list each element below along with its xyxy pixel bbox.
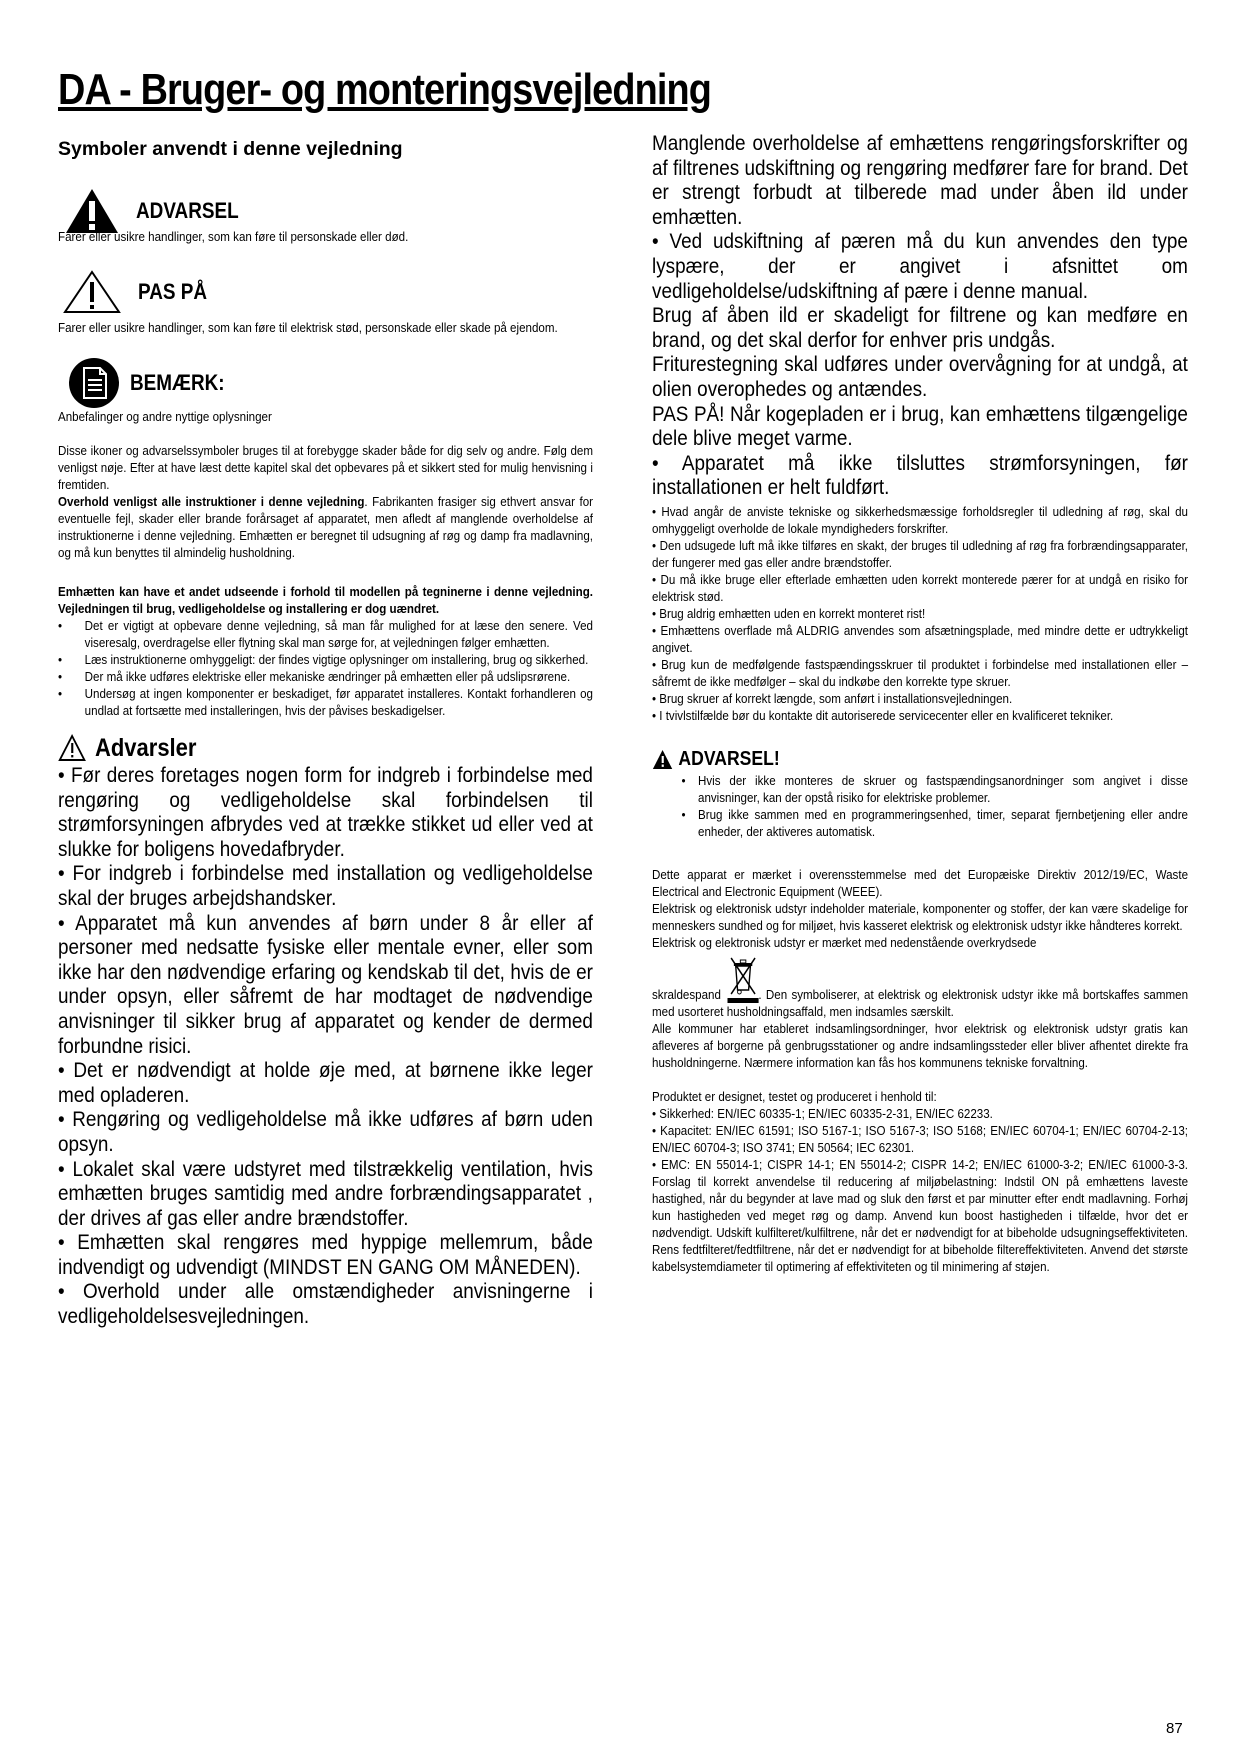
- bemaerk-symbol-row: [58, 355, 593, 411]
- right-big-paragraph: Manglende overholdelse af emhættens rengøringsforskrifter og af filtrenes udskiftning og rengøring medfører fare for brand. Det er strengt forbudt at tilberede mad under åben ild under emhætten.: [652, 132, 1188, 229]
- right-big-paragraph: Friturestegning skal udføres under overvågning for at undgå, at olien overophedes og antændes.: [652, 353, 1188, 401]
- weee-text-b: . Den symboliserer, at elektrisk og elektronisk udstyr ikke må bortskaffes sammen med usorteret husholdningsaffald, men indsamles særskilt.: [652, 987, 1189, 1019]
- page-number: 87: [1166, 1720, 1183, 1737]
- advarsler-paragraph: • For indgreb i forbindelse med installation og vedligeholdelse skal der bruges arbejdshandsker.: [58, 862, 593, 910]
- intro-paragraph: Disse ikoner og advarselssymboler bruges til at forebygge skader både for dig selv og andre. Følg dem venligst nøje. Efter at have læst dette kapitel skal det opbevares på et sikkert sted for mulig henvisning i fremtiden.: [58, 444, 594, 492]
- document-title: DA - Bruger- og monteringsvejledning: [58, 65, 711, 114]
- advarsel2-heading: ADVARSEL!: [678, 748, 780, 771]
- weee-paragraph: Elektrisk og elektronisk udstyr indeholder materiale, komponenter og stoffer, der kan være skadelige for menneskers sundhed og for miljøet, hvis kasseret elektrisk og elektronisk udstyr ikke håndteres korrekt.: [652, 901, 1189, 933]
- advarsler-paragraph: • Apparatet må kun anvendes af børn under 8 år eller af personer med nedsatte fysiske eller mentale evner, eller som ikke har den nødvendige erfaring og kendskab til det, hvis de er under opsyn, eller såfremt de har modtaget de nødvendige anvisninger til sikker brug af apparatet og kender de dermed forbundne risici.: [58, 911, 593, 1058]
- right-big-paragraph: • Ved udskiftning af pæren må du kun anvendes den type lyspære, der er angivet i afsnittet om vedligeholdelse/udskiftning af pære i denne manual.: [652, 230, 1188, 303]
- right-small-paragraph: • I tvivlstilfælde bør du kontakte dit autoriserede servicecenter eller en kvalificeret tekniker.: [652, 708, 1114, 723]
- right-big-paragraph: • Apparatet må ikke tilsluttes strømforsyningen, før installationen er helt fuldført.: [652, 451, 1188, 500]
- symbols-heading: Symboler anvendt i denne vejledning: [58, 138, 403, 160]
- advarsler-paragraph: • Rengøring og vedligeholdelse må ikke udføres af børn uden opsyn.: [58, 1108, 593, 1156]
- weee-paragraph: [652, 954, 1188, 1021]
- pas-paa-symbol-row: [58, 266, 593, 318]
- pas-paa-label: PAS PÅ: [138, 279, 208, 304]
- list-item: • Undersøg at ingen komponenter er beskadiget, før apparatet installeres. Kontakt forhandleren og undlad at fortsætte med installeringen, hvis der påvises beskadigelser.: [58, 686, 593, 720]
- list-item: • Hvis der ikke monteres de skruer og fastspændingsanordninger som angivet i disse anvisninger, kan der opstå risiko for elektriske problemer.: [681, 773, 1188, 807]
- caution-outline-icon: [62, 269, 122, 315]
- list-item: • Det er vigtigt at opbevare denne vejledning, så man får mulighed for at læse den senere. Ved viseresalg, overdragelse eller flytning skal man sørge for, at vejledningen følger emhætten.: [58, 618, 593, 652]
- weee-section: [652, 867, 1188, 1072]
- right-big-paragraph: Brug af åben ild er skadeligt for filtrene og kan medføre en brand, og det skal derfor for enhver pris undgås.: [652, 304, 1188, 352]
- weee-text-a: skraldespand: [652, 987, 721, 1002]
- right-small-paragraph: • Den udsugede luft må ikke tilføres en skakt, der bruges til udledning af røg fra forbrændingsapparater, der fungerer med gas eller andre brændstoffer.: [652, 538, 1189, 570]
- note-document-icon: [68, 357, 120, 409]
- bemaerk-text: Anbefalinger og andre nyttige oplysninger: [58, 410, 272, 424]
- advarsler-paragraph: • Det er nødvendigt at holde øje med, at børnene ikke leger med opladeren.: [58, 1059, 593, 1107]
- weee-paragraph: Dette apparat er mærket i overensstemmelse med det Europæiske Direktiv 2012/19/EC, Waste Electrical and Electronic Equipment (WEEE).: [652, 867, 1189, 899]
- standards-intro: Produktet er designet, testet og produceret i henhold til:: [652, 1089, 937, 1104]
- standards-item: • EMC: EN 55014-1; CISPR 14-1; EN 55014-2; CISPR 14-2; EN/IEC 61000-3-2; EN/IEC 61000-3-3. Forslag til korrekt anvendelse til reducering af miljøbelastning: Indstil ON på emhættens laveste hastighed, når du begynder at lave mad og sluk den først et par minutter efter endt madlavning. Forhøj kun hastigheden ved meget røg og damp. Anvend kun boost hastigheden i tilfælde, hvor det er nødvendigt. Udskift kulfilteret/kulfiltrene, når det er nødvendigt for at bibeholde udsugningseffektiviteten. Rens fedtfilteret/fedtfiltrene, når det er nødvendigt for at bibeholde filtereffektiviteten. Anvend det største kabelsystemdiameter til optimering af effektiviteten og til minimering af støjen.: [652, 1157, 1189, 1274]
- right-big-paragraphs: [652, 132, 1188, 501]
- advarsler-paragraphs: [58, 764, 593, 1330]
- right-small-paragraph: • Hvad angår de anviste tekniske og sikkerhedsmæssige forholdsregler til udledning af røg, skal du omhyggeligt overholde de lokale myndigheders forskrifter.: [652, 504, 1189, 536]
- advarsel2-heading-row: [652, 747, 1124, 773]
- warning-filled-icon: [652, 749, 673, 770]
- right-small-paragraph: • Brug aldrig emhætten uden en korrekt monteret rist!: [652, 606, 926, 621]
- advarsel2-bullet-list: [652, 773, 1188, 841]
- standards-section: [652, 1089, 1188, 1276]
- advarsler-heading: Advarsler: [94, 733, 197, 762]
- advarsler-paragraph: • Emhætten skal rengøres med hyppige mellemrum, både indvendigt og udvendigt (MINDST EN GANG OM MÅNEDEN).: [58, 1231, 593, 1279]
- list-item: • Læs instruktionerne omhyggeligt: der findes vigtige oplysninger om installering, brug og sikkerhed.: [58, 652, 593, 669]
- standards-item: • Sikkerhed: EN/IEC 60335-1; EN/IEC 60335-2-31, EN/IEC 62233.: [652, 1106, 993, 1121]
- advarsler-paragraph: • Overhold under alle omstændigheder anvisningerne i vedligeholdelsesvejledningen.: [58, 1280, 593, 1329]
- standards-item: • Kapacitet: EN/IEC 61591; ISO 5167-1; ISO 5167-3; ISO 5168; EN/IEC 60704-1; EN/IEC 60704-2-13; EN/IEC 60704-3; ISO 3741; EN 50564; IEC 62301.: [652, 1123, 1189, 1155]
- right-small-paragraph: • Brug skruer af korrekt længde, som anført i installationsvejledningen.: [652, 691, 1013, 706]
- crossed-bin-icon: [727, 954, 758, 1004]
- advarsler-paragraph: • Lokalet skal være udstyret med tilstrækkelig ventilation, hvis emhætten bruges samtidig med andre forbrændingsapparatet , der drives af gas eller andre brændstoffer.: [58, 1157, 593, 1230]
- advarsler-paragraph: • Før deres foretages nogen form for indgreb i forbindelse med rengøring og vedligeholdelse skal forbindelsen til strømforsyningen afbrydes ved at trække stikket ud eller ved at slukke for boligens hovedafbryder.: [58, 764, 593, 861]
- right-small-paragraph: • Brug kun de medfølgende fastspændingsskruer til produktet i forbindelse med installationen eller – såfremt de ikke medfølger – skal du indkøbe den korrekte type skruer.: [652, 657, 1189, 689]
- appearance-paragraph: Emhætten kan have et andet udseende i forhold til modellen på tegninerne i denne vejledning. Vejledningen til brug, vedligeholdelse og installering er dog uændret.: [58, 585, 594, 616]
- overhold-paragraph: [58, 494, 593, 562]
- right-column: [652, 132, 1188, 1276]
- general-bullet-list: [58, 618, 593, 720]
- warning-filled-icon: [64, 187, 120, 235]
- right-big-paragraph: PAS PÅ! Når kogepladen er i brug, kan emhættens tilgængelige dele blive meget varme.: [652, 402, 1188, 451]
- pas-paa-text: Farer eller usikre handlinger, som kan føre til elektrisk stød, personskade eller skade på ejendom.: [58, 321, 558, 335]
- advarsler-heading-row: [58, 732, 529, 764]
- overhold-bold: Overhold venligst alle instruktioner i denne vejledning: [58, 495, 365, 509]
- list-item: • Brug ikke sammen med en programmeringsenhed, timer, separat fjernbetjening eller andre enheder, der aktiveres automatisk.: [681, 807, 1188, 841]
- weee-paragraph: Elektrisk og elektronisk udstyr er mærket med nedenstående overkrydsede: [652, 935, 1037, 950]
- right-small-paragraph: • Emhættens overflade må ALDRIG anvendes som afsætningsplade, med mindre dette er udtrykkeligt angivet.: [652, 623, 1189, 655]
- overhold-rest: . Fabrikanten frasiger sig ethvert ansvar for eventuelle fejl, skader eller brande forårsaget af apparatet, men afledt af manglende overholdelse af instruktionerne i denne vejledning. Emhætten er beregnet til udsugning af røg og damp fra madlavning, og må kun benyttes til almindelig husholdning.: [58, 495, 594, 560]
- right-small-paragraph: • Du må ikke bruge eller efterlade emhætten uden korrekt monterede pærer for at undgå en risiko for elektrisk stød.: [652, 572, 1189, 604]
- advarsel-text: Farer eller usikre handlinger, som kan føre til personskade eller død.: [58, 230, 409, 244]
- advarsel-label: ADVARSEL: [136, 198, 239, 223]
- left-column: [58, 138, 593, 1330]
- bemaerk-label: BEMÆRK:: [130, 370, 225, 395]
- weee-paragraph: Alle kommuner har etableret indsamlingsordninger, hvor elektrisk og elektronisk udstyr gratis kan afleveres af borgerne på genbrugsstationer og andre indsamlingssteder eller bliver afhentet direkte fra husholdningerne. Nærmere information kan fås hos kommunens tekniske forvaltning.: [652, 1021, 1189, 1070]
- caution-outline-icon: [58, 734, 86, 762]
- right-small-paragraphs: [652, 504, 1188, 725]
- list-item: • Der må ikke udføres elektriske eller mekaniske ændringer på emhætten eller på udslipsrørene.: [58, 669, 593, 686]
